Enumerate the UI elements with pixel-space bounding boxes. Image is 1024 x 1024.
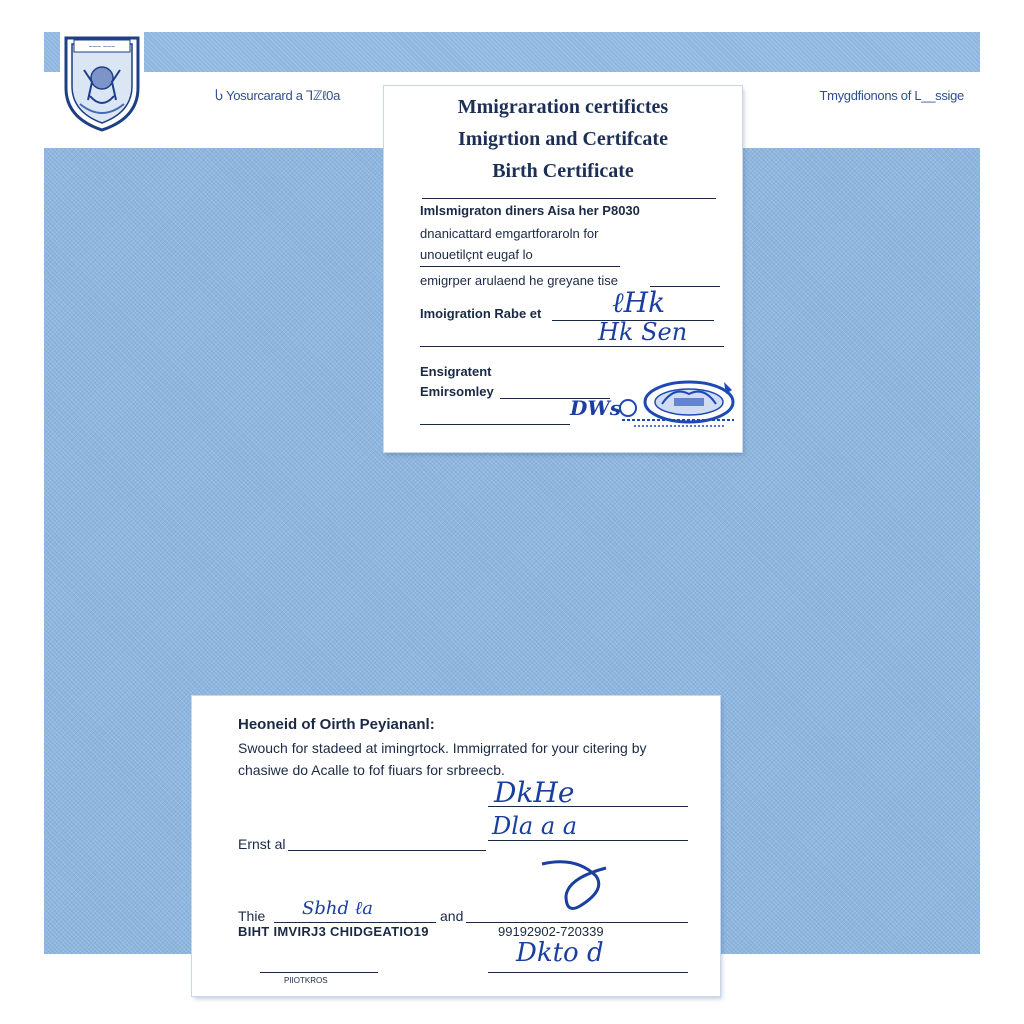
bottom-signature-3: Sbhd ℓa — [302, 898, 373, 919]
certificate-title-2: Imigrtion and Certifcate — [458, 128, 668, 150]
signature-rule-1 — [420, 346, 724, 347]
bottom-body-1: Swouch for stadeed at imingrtock. Immigrrated for your citering by — [238, 740, 647, 756]
signature-2: Hk Sen — [598, 318, 688, 346]
and-rule — [466, 922, 688, 923]
header-right-text: Tmygdfionons of L__ssige — [819, 88, 964, 103]
certificate-title-3: Birth Certificate — [492, 160, 634, 182]
signature-rule-2 — [420, 424, 570, 425]
bottom-signature-1: DkHe — [494, 776, 575, 809]
ernst-rule — [288, 850, 486, 851]
official-stamp-icon — [614, 376, 744, 441]
header-band — [44, 32, 980, 72]
line-3-rule — [420, 266, 620, 267]
bottom-body-2: chasiwe do Acalle to fof fiuars for srbreecb. — [238, 762, 505, 778]
thie-label: Thie — [238, 908, 266, 924]
thie-rule — [274, 922, 436, 923]
footer-rule — [260, 972, 378, 973]
bottom-signature-large-icon — [536, 856, 616, 926]
certificate-number: 99192902-720339 — [498, 924, 604, 939]
signature-1: ℓHk — [612, 286, 666, 319]
emirsomley-label: Emirsomley — [420, 384, 494, 399]
bottom-rule-2 — [488, 840, 688, 841]
bottom-signature-4: Dkto d — [516, 938, 604, 968]
ensigratent-label: Ensigratent — [420, 364, 492, 379]
top-line-2: dnanicattard emgartforaroln for — [420, 226, 599, 241]
bottom-rule-3 — [488, 972, 688, 973]
bottom-signature-2: Dla a a — [492, 812, 578, 840]
caption-left: BIHT IMVIRJ3 CHIDGEATIO19 — [238, 924, 429, 939]
title-divider — [422, 198, 716, 199]
and-label: and — [440, 908, 464, 924]
ernst-label: Ernst al — [238, 836, 286, 852]
certificate-card-bottom — [192, 696, 720, 996]
crest-seal-icon — [60, 30, 144, 134]
immigration-field-label: Imoigration Rabe et — [420, 306, 542, 321]
top-line-1: Imlsmigraton diners Aisa her P8030 — [420, 203, 640, 218]
top-line-4: emigrper arulaend he greyane tise — [420, 273, 619, 288]
certificate-title-1: Mmigraration certifictes — [457, 96, 669, 118]
bottom-rule-1 — [488, 806, 688, 807]
header-left-text: Ⴑ Yosurcarard a ⅂ℤℓ0a — [215, 88, 341, 103]
certificate-card-top — [384, 86, 742, 452]
signature-3: DWs — [570, 396, 622, 420]
top-line-3: unouetilçnt eugaf lo — [420, 247, 533, 262]
footer-small-text: PIIOTKROS — [284, 976, 328, 985]
svg-text:~~~ ~~~: ~~~ ~~~ — [88, 44, 116, 51]
bottom-heading: Heoneid of Oirth Peyiananl: — [238, 716, 435, 733]
